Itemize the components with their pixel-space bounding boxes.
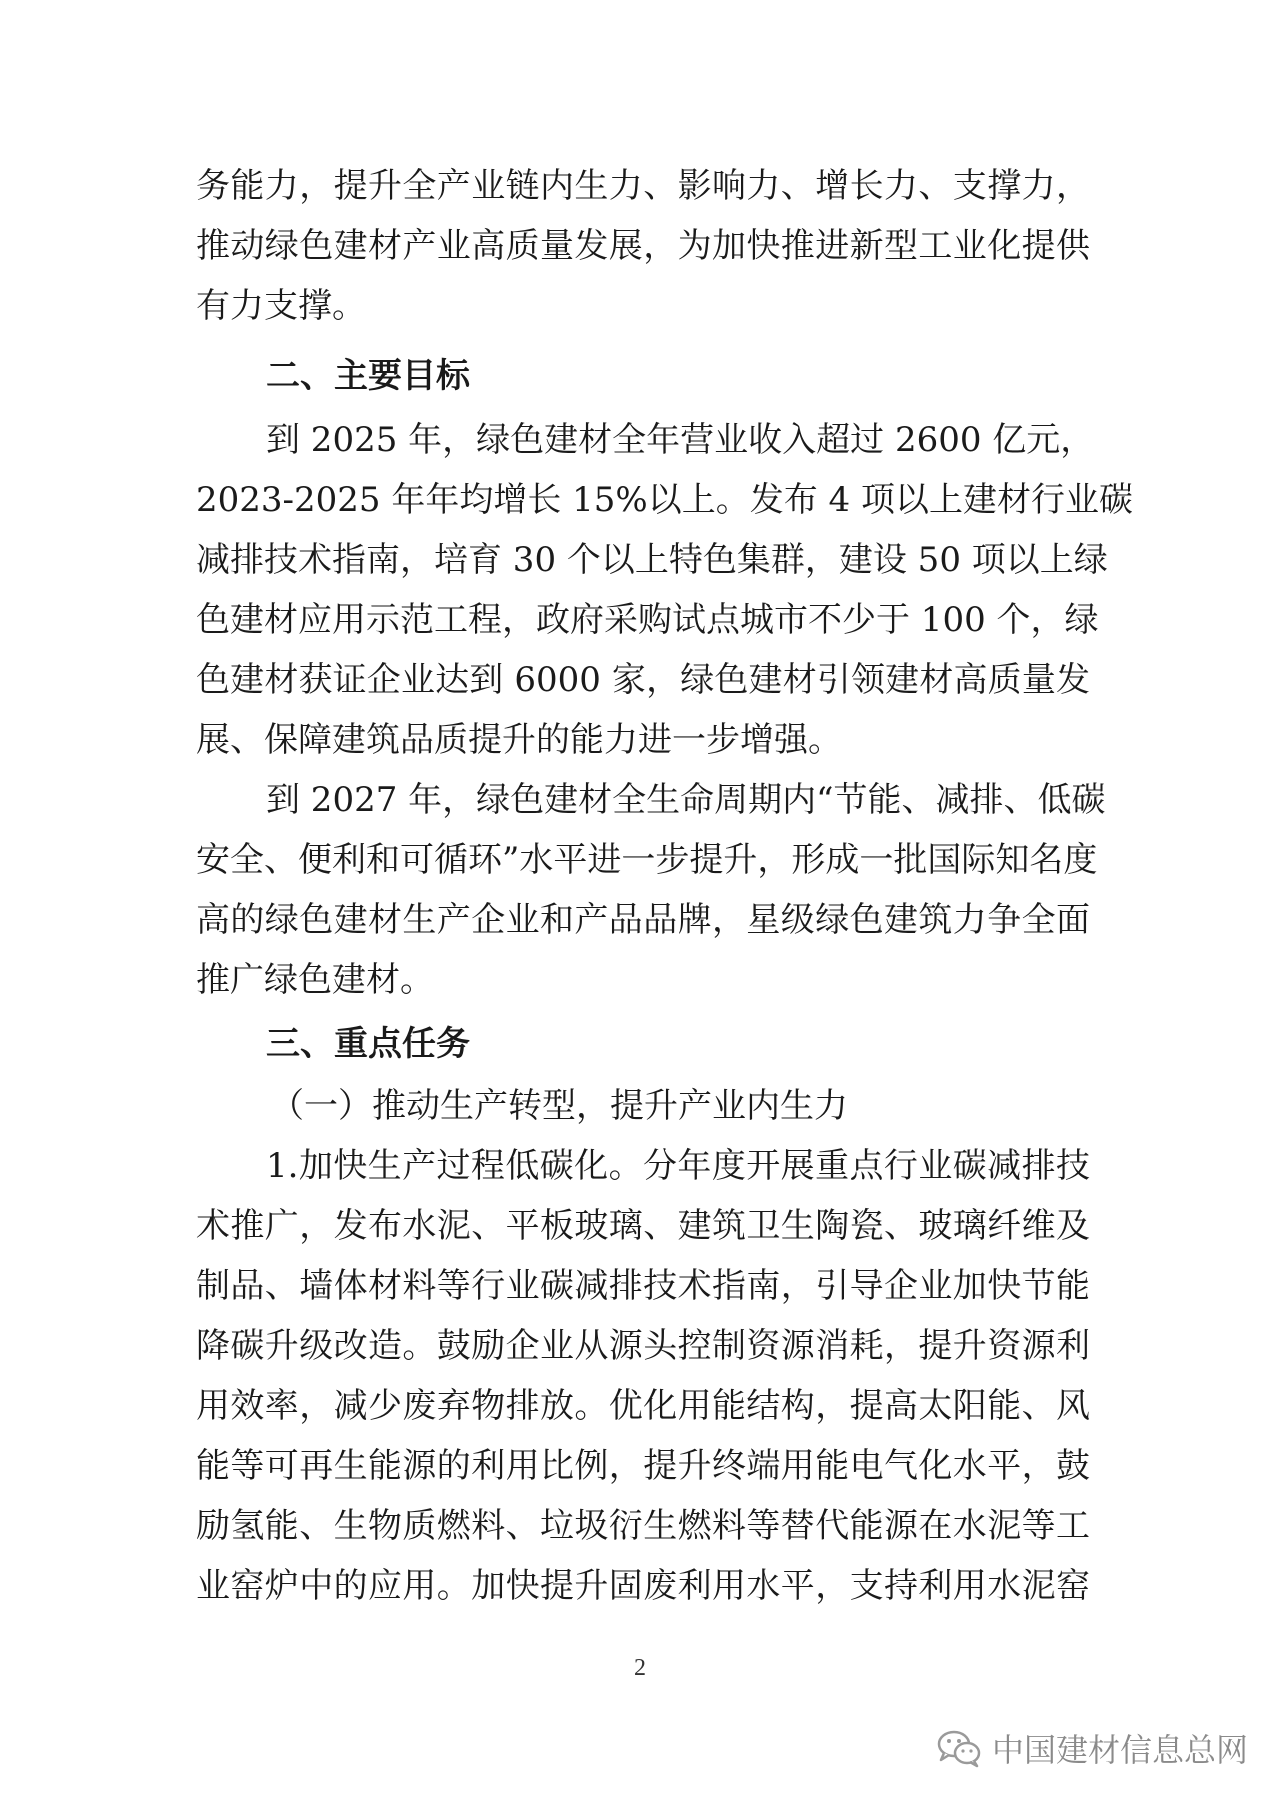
subsection-heading: （一）推动生产转型，提升产业内生力 xyxy=(270,1086,848,1126)
body-line: 推动绿色建材产业高质量发展，为加快推进新型工业化提供 xyxy=(196,226,1090,266)
body-line: 业窑炉中的应用。加快提升固废利用水平，支持利用水泥窑 xyxy=(196,1566,1090,1606)
section-heading: 二、主要目标 xyxy=(266,356,470,396)
body-line: 展、保障建筑品质提升的能力进一步增强。 xyxy=(196,720,842,760)
wechat-icon xyxy=(936,1728,982,1768)
body-line: 推广绿色建材。 xyxy=(196,960,434,1000)
watermark-text: 中国建材信息总网 xyxy=(991,1731,1248,1769)
body-line: 到 2027 年，绿色建材全生命周期内“节能、减排、低碳 xyxy=(266,780,1106,820)
body-line: 高的绿色建材生产企业和产品品牌，星级绿色建筑力争全面 xyxy=(196,900,1090,940)
watermark xyxy=(936,1726,1248,1770)
body-line: 有力支撑。 xyxy=(196,286,366,326)
body-line: 能等可再生能源的利用比例，提升终端用能电气化水平，鼓 xyxy=(196,1446,1090,1486)
body-line: 减排技术指南，培育 30 个以上特色集群，建设 50 项以上绿 xyxy=(196,540,1108,580)
section-heading: 三、重点任务 xyxy=(266,1024,470,1064)
body-line: 降碳升级改造。鼓励企业从源头控制资源消耗，提升资源利 xyxy=(196,1326,1090,1366)
body-line: 1.加快生产过程低碳化。分年度开展重点行业碳减排技 xyxy=(266,1146,1090,1186)
body-line: 2023-2025 年年均增长 15%以上。发布 4 项以上建材行业碳 xyxy=(196,480,1133,520)
body-line: 到 2025 年，绿色建材全年营业收入超过 2600 亿元， xyxy=(266,420,1095,460)
body-line: 制品、墙体材料等行业碳减排技术指南，引导企业加快节能 xyxy=(196,1266,1090,1306)
body-line: 用效率，减少废弃物排放。优化用能结构，提高太阳能、风 xyxy=(196,1386,1090,1426)
body-line: 色建材获证企业达到 6000 家，绿色建材引领建材高质量发 xyxy=(196,660,1090,700)
page-number: 2 xyxy=(634,1655,646,1681)
body-line: 励氢能、生物质燃料、垃圾衍生燃料等替代能源在水泥等工 xyxy=(196,1506,1090,1546)
body-line: 安全、便利和可循环”水平进一步提升，形成一批国际知名度 xyxy=(196,840,1098,880)
body-line: 务能力，提升全产业链内生力、影响力、增长力、支撑力， xyxy=(196,166,1090,206)
body-line: 术推广，发布水泥、平板玻璃、建筑卫生陶瓷、玻璃纤维及 xyxy=(196,1206,1090,1246)
body-line: 色建材应用示范工程，政府采购试点城市不少于 100 个，绿 xyxy=(196,600,1099,640)
